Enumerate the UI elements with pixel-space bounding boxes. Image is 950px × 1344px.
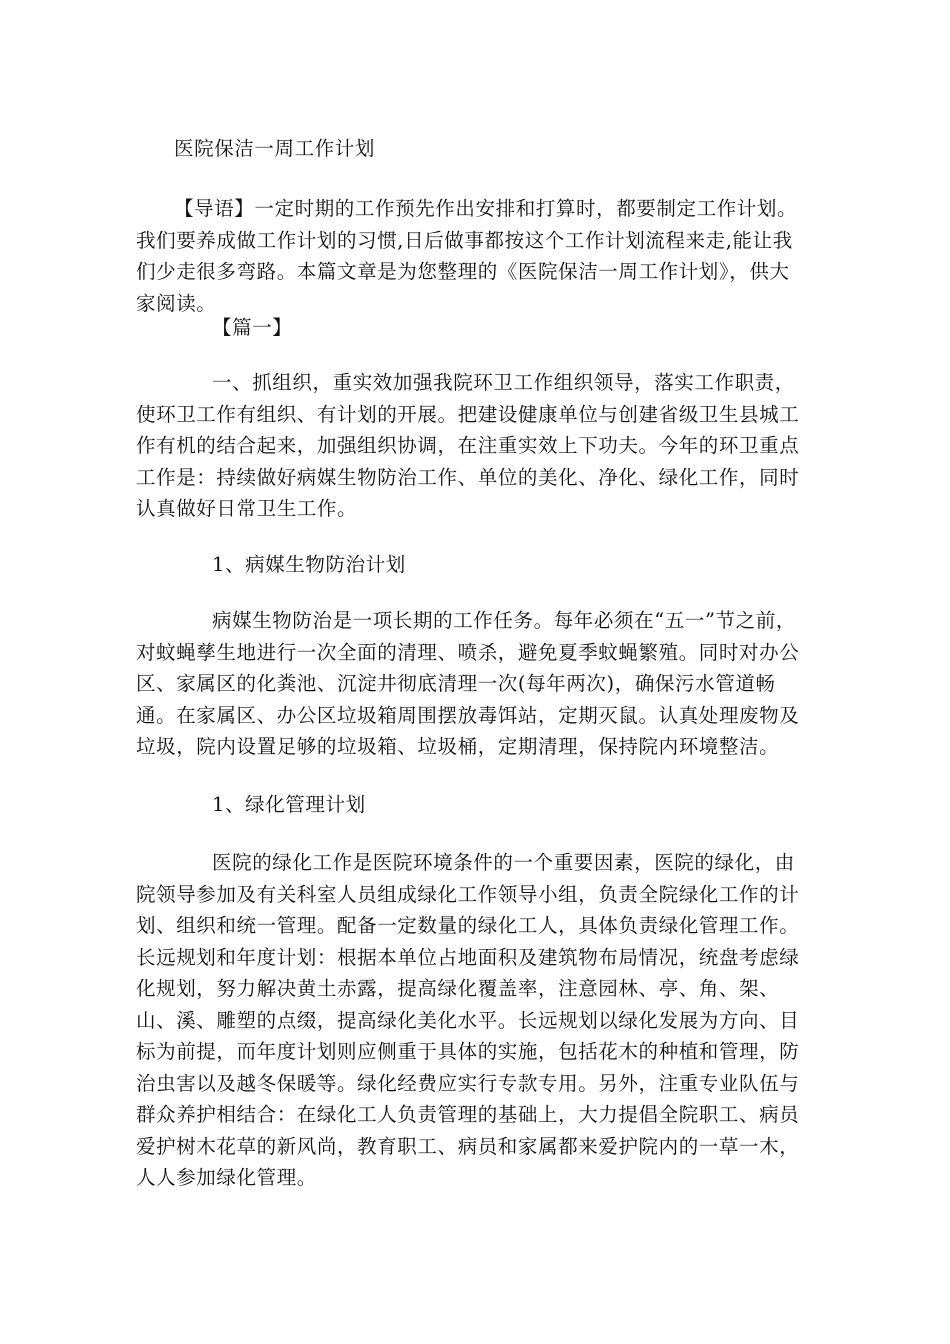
paragraph-organization: 一、抓组织，重实效加强我院环卫工作组织领导，落实工作职责，使环卫工作有组织、有计划的开展。把建设健康单位与创建省级卫生县城工作有机的结合起来，加强组织协调，在注重实效上下功夫。今年的环卫重点工作是：持续做好病媒生物防治工作、单位的美化、净化、绿化工作，同时认真做好日常卫生工作。 <box>136 371 800 520</box>
subheading-greening: 1、绿化管理计划 <box>212 793 366 816</box>
subheading-vector-control: 1、病媒生物防治计划 <box>212 553 406 576</box>
intro-paragraph: 【导语】一定时期的工作预先作出安排和打算时，都要制定工作计划。我们要养成做工作计划的习惯,日后做事都按这个工作计划流程来走,能让我们少走很多弯路。本篇文章是为您整理的《医院保洁一周工作计划》，供大家阅读。 <box>136 197 798 315</box>
paragraph-vector-control: 病媒生物防治是一项长期的工作任务。每年必须在“五一”节之前，对蚊蝇孳生地进行一次全面的清理、喷杀，避免夏季蚊蝇繁殖。同时对办公区、家属区的化粪池、沉淀井彻底清理一次(每年两次)，确保污水管道畅通。在家属区、办公区垃圾箱周围摆放毒饵站，定期灭鼠。认真处理废物及垃圾，院内设置足够的垃圾箱、垃圾桶，定期清理，保持院内环境整洁。 <box>136 609 800 758</box>
document-title: 医院保洁一周工作计划 <box>174 137 376 160</box>
paragraph-greening: 医院的绿化工作是医院环境条件的一个重要因素，医院的绿化，由院领导参加及有关科室人员组成绿化工作领导小组，负责全院绿化工作的计划、组织和统一管理。配备一定数量的绿化工人，具体负责绿化管理工作。长远规划和年度计划：根据本单位占地面积及建筑物布局情况，统盘考虑绿化规划，努力解决黄土赤露，提高绿化覆盖率，注意园林、亭、角、架、山、溪、雕塑的点缀，提高绿化美化水平。长远规划以绿化发展为方向、目标为前提，而年度计划则应侧重于具体的实施，包括花木的种植和管理，防治虫害以及越冬保暖等。绿化经费应实行专款专用。另外，注重专业队伍与群众养护相结合：在绿化工人负责管理的基础上，大力提倡全院职工、病员爱护树木花草的新风尚，教育职工、病员和家属都来爱护院内的一草一木，人人参加绿化管理。 <box>136 851 800 1189</box>
section-tag: 【篇一】 <box>212 316 293 339</box>
